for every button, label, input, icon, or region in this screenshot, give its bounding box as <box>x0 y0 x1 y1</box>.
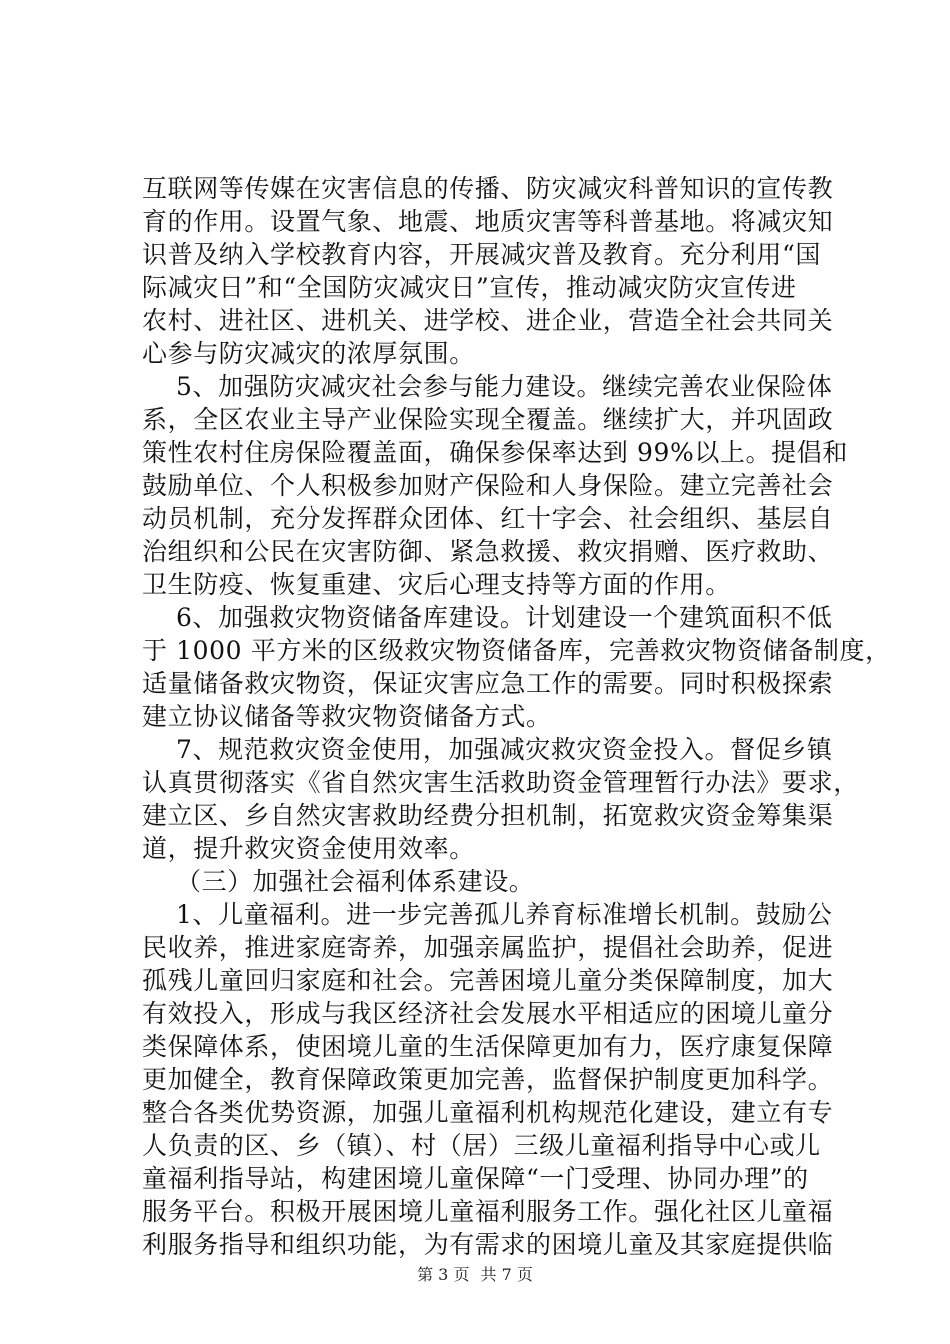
text-line: 于 1000 平方米的区级救灾物资储备库，完善救灾物资储备制度， <box>142 636 891 665</box>
text-line: 服务平台。积极开展困境儿童福利服务工作。强化社区儿童福 <box>142 1197 834 1226</box>
text-line: 类保障体系，使困境儿童的生活保障更加有力，医疗康复保障 <box>142 1032 834 1061</box>
text-line: 道，提升救灾资金使用效率。 <box>142 834 475 863</box>
text-line: 利服务指导和组织功能，为有需求的困境儿童及其家庭提供临 <box>142 1230 834 1259</box>
text-line: 建立协议储备等救灾物资储备方式。 <box>142 702 552 731</box>
text-line: 建立区、乡自然灾害救助经费分担机制，拓宽救灾资金筹集渠 <box>142 801 834 830</box>
text-line: 适量储备救灾物资，保证灾害应急工作的需要。同时积极探索 <box>142 669 834 698</box>
text-line: 人负责的区、乡（镇）、村（居）三级儿童福利指导中心或儿 <box>142 1131 821 1160</box>
text-line: 童福利指导站，构建困境儿童保障“一门受理、协同办理”的 <box>142 1164 809 1193</box>
text-line: 际减灾日”和“全国防灾减灾日”宣传，推动减灾防灾宣传进 <box>142 273 797 302</box>
text-line: 卫生防疫、恢复重建、灾后心理支持等方面的作用。 <box>142 570 731 599</box>
text-line: 整合各类优势资源，加强儿童福利机构规范化建设，建立有专 <box>142 1098 834 1127</box>
text-line: 有效投入，形成与我区经济社会发展水平相适应的困境儿童分 <box>142 999 834 1028</box>
text-line: 动员机制，充分发挥群众团体、红十字会、社会组织、基层自 <box>142 504 834 533</box>
text-line: 1、儿童福利。进一步完善孤儿养育标准增长机制。鼓励公 <box>176 900 833 929</box>
text-line: 互联网等传媒在灾害信息的传播、防灾减灾科普知识的宣传教 <box>142 174 834 203</box>
total-pages: 共 7 页 <box>480 1265 533 1284</box>
text-line: 心参与防灾减灾的浓厚氛围。 <box>142 339 475 368</box>
text-line: 农村、进社区、进机关、进学校、进企业，营造全社会共同关 <box>142 306 834 335</box>
text-line: 更加健全，教育保障政策更加完善，监督保护制度更加科学。 <box>142 1065 834 1094</box>
text-line: （三）加强社会福利体系建设。 <box>176 867 535 896</box>
text-line: 6、加强救灾物资储备库建设。计划建设一个建筑面积不低 <box>176 603 833 632</box>
text-line: 孤残儿童回归家庭和社会。完善困境儿童分类保障制度，加大 <box>142 966 834 995</box>
page-footer <box>0 1262 950 1285</box>
text-line: 策性农村住房保险覆盖面，确保参保率达到 99%以上。提倡和 <box>142 438 848 467</box>
page-number: 第 3 页 <box>417 1265 470 1284</box>
text-line: 治组织和公民在灾害防御、紧急救援、救灾捐赠、医疗救助、 <box>142 537 834 566</box>
text-line: 鼓励单位、个人积极参加财产保险和人身保险。建立完善社会 <box>142 471 834 500</box>
text-line: 认真贯彻落实《省自然灾害生活救助资金管理暂行办法》要求， <box>142 768 859 797</box>
document-body <box>142 172 891 1261</box>
text-line: 识普及纳入学校教育内容，开展减灾普及教育。充分利用“国 <box>142 240 821 269</box>
text-line: 7、规范救灾资金使用，加强减灾救灾资金投入。督促乡镇 <box>176 735 833 764</box>
text-line: 育的作用。设置气象、地震、地质灾害等科普基地。将减灾知 <box>142 207 834 236</box>
text-line: 5、加强防灾减灾社会参与能力建设。继续完善农业保险体 <box>176 372 833 401</box>
text-line: 系，全区农业主导产业保险实现全覆盖。继续扩大，并巩固政 <box>142 405 834 434</box>
text-line: 民收养，推进家庭寄养，加强亲属监护，提倡社会助养，促进 <box>142 933 834 962</box>
